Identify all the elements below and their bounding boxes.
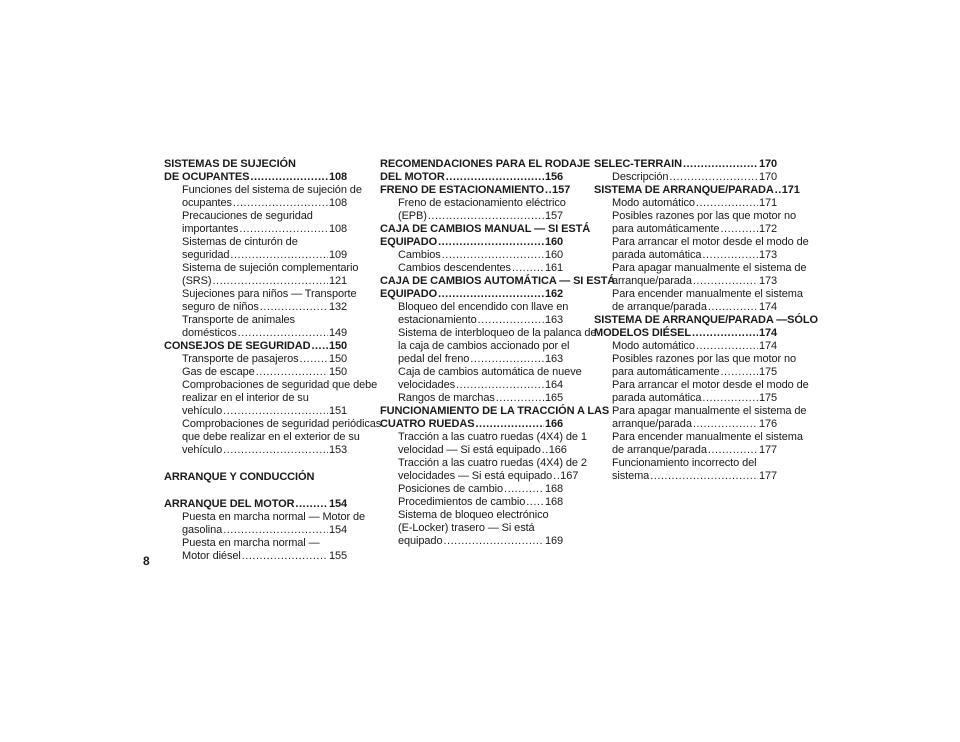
toc-entry-title: realizar en el interior de su [182, 392, 309, 404]
dot-leader [526, 496, 544, 509]
toc-entry [164, 184, 362, 197]
dot-leader [708, 301, 758, 314]
toc-entry [380, 301, 569, 314]
toc-entry-title: pedal del freno [398, 353, 470, 365]
toc-page-number: 166 [544, 418, 563, 430]
dot-leader [238, 327, 328, 340]
toc-entry-title: de arranque/parada [612, 301, 707, 313]
toc-entry [380, 509, 563, 522]
toc-entry-title: Bloqueo del encendido con llave en [398, 301, 569, 313]
toc-entry [594, 288, 803, 301]
toc-section-heading [164, 340, 347, 353]
toc-page-number: 109 [328, 249, 347, 261]
toc-page-number: 177 [758, 470, 777, 482]
dot-leader [233, 197, 328, 210]
toc-entry [380, 483, 563, 496]
toc-entry-title: Posibles razones por las que motor no [612, 210, 797, 222]
toc-entry [164, 444, 347, 457]
toc-page-number: 150 [328, 366, 347, 378]
toc-page-number: 132 [328, 301, 347, 313]
toc-page-number: 170 [758, 158, 777, 170]
toc-page-number: 163 [544, 353, 563, 365]
toc-entry-title: parada automática [612, 249, 702, 261]
toc-page-number: 153 [328, 444, 347, 456]
toc-section-heading [380, 158, 591, 171]
dot-leader [223, 524, 328, 537]
toc-column-1 [164, 158, 382, 563]
toc-entry-title: Sistemas de cinturón de [182, 236, 298, 248]
toc-entry [164, 275, 347, 288]
dot-leader [223, 444, 328, 457]
toc-entry-title: SISTEMA DE ARRANQUE/PARADA —SÓLO [594, 314, 818, 326]
toc-entry-title: Posibles razones por las que motor no [612, 353, 797, 365]
toc-section-heading [380, 405, 610, 418]
toc-page-number: 150 [328, 353, 347, 365]
dot-leader [443, 535, 543, 548]
toc-page-number: 173 [758, 249, 777, 261]
toc-entry [164, 392, 347, 405]
toc-entry-title: EQUIPADO [380, 288, 438, 300]
dot-leader [504, 483, 544, 496]
dot-leader [720, 223, 757, 236]
toc-entry-title: Posiciones de cambio [398, 483, 504, 495]
toc-entry-title: (E-Locker) trasero — Si está [398, 522, 535, 534]
toc-entry [164, 366, 347, 379]
toc-page-number: 108 [328, 197, 347, 209]
dot-leader [496, 392, 544, 405]
dot-leader [260, 301, 328, 314]
toc-entry-title: (EPB) [398, 210, 427, 222]
toc-entry [594, 275, 777, 288]
toc-entry [594, 457, 777, 470]
toc-entry [380, 535, 563, 548]
dot-leader [250, 171, 328, 184]
toc-entry-title: seguro de niños [182, 301, 259, 313]
toc-page-number: 164 [544, 379, 563, 391]
toc-entry-title: la caja de cambios accionado por el [398, 340, 570, 352]
toc-entry-title: FUNCIONAMIENTO DE LA TRACCIÓN A LAS [380, 405, 610, 417]
dot-leader [775, 184, 781, 197]
toc-entry-title: Motor diésel [182, 550, 241, 562]
toc-entry [594, 366, 777, 379]
toc-entry-title: Puesta en marcha normal — Motor de [182, 511, 366, 523]
toc-entry-title: para automáticamente [612, 366, 720, 378]
toc-entry [380, 392, 563, 405]
toc-entry-title: parada automática [612, 392, 702, 404]
toc-entry [594, 379, 809, 392]
toc-page-number: 155 [328, 550, 347, 562]
toc-entry-title: Para arrancar el motor desde el modo de [612, 236, 809, 248]
toc-entry [594, 171, 777, 184]
toc-page-number: 177 [758, 444, 777, 456]
toc-entry [594, 236, 809, 249]
dot-leader [212, 275, 327, 288]
dot-leader [708, 444, 758, 457]
toc-entry-title: Para arrancar el motor desde el modo de [612, 379, 809, 391]
toc-entry-title: Sujeciones para niños — Transporte [182, 288, 357, 300]
toc-entry [594, 262, 807, 275]
toc-entry [594, 431, 803, 444]
toc-section-heading [164, 498, 347, 511]
toc-entry [380, 327, 597, 340]
toc-page-number: 162 [544, 288, 563, 300]
toc-page-number: 174 [758, 340, 777, 352]
dot-leader [478, 314, 544, 327]
toc-entry-title: FRENO DE ESTACIONAMIENTO [380, 184, 545, 196]
toc-entry [164, 236, 347, 249]
toc-entry-title: Cambios descendentes [398, 262, 511, 274]
toc-entry-title: domésticos [182, 327, 237, 339]
toc-page-number: 160 [544, 249, 563, 261]
toc-entry [380, 210, 563, 223]
toc-entry-title: ARRANQUE Y CONDUCCIÓN [164, 471, 315, 483]
toc-page-number: 161 [544, 262, 563, 274]
toc-page-number: 165 [544, 392, 563, 404]
toc-page-number: 157 [544, 210, 563, 222]
toc-entry-title: importantes [182, 223, 239, 235]
toc-entry-title: Puesta en marcha normal — [182, 537, 320, 549]
toc-entry [164, 288, 357, 301]
toc-page-number: 170 [758, 171, 777, 183]
dot-leader [512, 262, 544, 275]
toc-entry [164, 223, 347, 236]
toc-page-number: 163 [544, 314, 563, 326]
toc-section-heading [380, 418, 563, 431]
toc-column-3 [594, 158, 818, 483]
toc-entry-title: Transporte de animales [182, 314, 295, 326]
toc-entry-title: Freno de estacionamiento eléctrico [398, 197, 566, 209]
toc-entry [380, 340, 570, 353]
toc-entry [164, 197, 347, 210]
toc-entry-title: EQUIPADO [380, 236, 438, 248]
toc-entry [594, 340, 777, 353]
toc-entry [594, 197, 777, 210]
toc-entry-title: velocidades — Si está equipado [398, 470, 553, 482]
toc-entry-title: CAJA DE CAMBIOS MANUAL — SI ESTÁ [380, 223, 591, 235]
toc-page-number: 121 [328, 275, 347, 287]
dot-leader [428, 210, 544, 223]
dot-leader [256, 366, 328, 379]
toc-page-number: 175 [758, 392, 777, 404]
toc-entry-title: vehículo [182, 444, 223, 456]
toc-entry [164, 524, 347, 537]
toc-entry [380, 522, 563, 535]
toc-entry-title: CONSEJOS DE SEGURIDAD [164, 340, 311, 352]
toc-entry-title: Modo automático [612, 340, 695, 352]
toc-entry-title: DE OCUPANTES [164, 171, 250, 183]
toc-entry [164, 418, 382, 431]
toc-page-number: 108 [328, 223, 347, 235]
toc-entry-title: arranque/parada [612, 418, 692, 430]
toc-entry-title: Para apagar manualmente el sistema de [612, 405, 807, 417]
toc-entry [164, 379, 378, 392]
dot-leader [696, 197, 758, 210]
dot-leader [545, 184, 551, 197]
toc-page-number: 154 [328, 498, 347, 510]
toc-entry-title: Procedimientos de cambio [398, 496, 526, 508]
toc-entry-title: Modo automático [612, 197, 695, 209]
toc-entry [380, 314, 563, 327]
toc-section-heading [594, 314, 818, 327]
dot-leader [438, 288, 544, 301]
toc-page-number: 173 [758, 275, 777, 287]
toc-entry [380, 496, 563, 509]
toc-entry [164, 314, 347, 327]
toc-entry [380, 470, 579, 483]
toc-entry-title: velocidades [398, 379, 455, 391]
toc-section-heading [164, 158, 347, 171]
toc-entry-title: Descripción [612, 171, 669, 183]
toc-page-number: 149 [328, 327, 347, 339]
toc-entry [380, 262, 563, 275]
toc-page-number: 169 [544, 535, 563, 547]
toc-entry [380, 366, 582, 379]
toc-entry-title: arranque/parada [612, 275, 692, 287]
toc-section-heading [380, 171, 563, 184]
toc-entry-title: para automáticamente [612, 223, 720, 235]
dot-leader [669, 171, 758, 184]
toc-entry [164, 353, 347, 366]
toc-entry [594, 249, 777, 262]
toc-section-heading [380, 275, 616, 288]
toc-entry [164, 550, 347, 563]
toc-entry-title: SELEC-TERRAIN [594, 158, 682, 170]
toc-section-heading [380, 184, 571, 197]
toc-entry [164, 537, 347, 550]
toc-entry [380, 444, 567, 457]
toc-page-number: 156 [544, 171, 563, 183]
toc-page-number: 151 [328, 405, 347, 417]
dot-leader [242, 550, 328, 563]
toc-entry-title: MODELOS DIÉSEL [594, 327, 691, 339]
toc-entry-title: RECOMENDACIONES PARA EL RODAJE [380, 158, 591, 170]
toc-entry [594, 392, 777, 405]
toc-entry-title: Cambios [398, 249, 441, 261]
toc-page-number: 172 [758, 223, 777, 235]
toc-entry-title: sistema [612, 470, 650, 482]
toc-entry [164, 405, 347, 418]
toc-entry [380, 353, 563, 366]
toc-entry-title: Rangos de marchas [398, 392, 495, 404]
toc-section-heading [594, 327, 777, 340]
toc-page-number: 166 [548, 444, 567, 456]
toc-entry-title: Sistema de interbloqueo de la palanca de [398, 327, 597, 339]
toc-entry [164, 511, 366, 524]
toc-entry [380, 431, 587, 444]
toc-page-number: 171 [781, 184, 800, 196]
dot-leader [442, 249, 544, 262]
toc-entry [594, 301, 777, 314]
toc-entry-title: Transporte de pasajeros [182, 353, 299, 365]
dot-leader [239, 223, 328, 236]
toc-entry-title: Para encender manualmente el sistema [612, 431, 803, 443]
toc-entry-title: (SRS) [182, 275, 212, 287]
dot-leader [683, 158, 758, 171]
toc-section-heading [594, 184, 800, 197]
toc-entry-title: CUATRO RUEDAS [380, 418, 475, 430]
toc-entry [380, 249, 563, 262]
toc-page-number: 150 [328, 340, 347, 352]
dot-leader [693, 418, 758, 431]
dot-leader [230, 249, 328, 262]
toc-section-heading [594, 158, 777, 171]
dot-leader [696, 340, 758, 353]
dot-leader [553, 470, 559, 483]
toc-entry-title: gasolina [182, 524, 223, 536]
toc-entry-title: seguridad [182, 249, 230, 261]
toc-entry [380, 457, 587, 470]
toc-entry-title: Para apagar manualmente el sistema de [612, 262, 807, 274]
toc-entry [594, 223, 777, 236]
toc-entry [164, 327, 347, 340]
toc-page-number: 176 [758, 418, 777, 430]
dot-leader [475, 418, 543, 431]
toc-section-heading [164, 171, 347, 184]
toc-entry [594, 444, 777, 457]
toc-entry-title: ARRANQUE DEL MOTOR [164, 498, 295, 510]
toc-column-2 [380, 158, 616, 548]
toc-section-heading [380, 236, 563, 249]
toc-section-heading [164, 471, 347, 484]
toc-entry-title: Tracción a las cuatro ruedas (4X4) de 1 [398, 431, 587, 443]
toc-page-number: 174 [758, 327, 777, 339]
toc-section-heading [380, 288, 563, 301]
toc-page-number: 175 [758, 366, 777, 378]
toc-entry-title: Gas de escape [182, 366, 255, 378]
toc-entry-title: Comprobaciones de seguridad periódicas [182, 418, 382, 430]
toc-page-number: 167 [560, 470, 579, 482]
toc-entry-title: Caja de cambios automática de nueve [398, 366, 582, 378]
toc-entry-title: Tracción a las cuatro ruedas (4X4) de 2 [398, 457, 587, 469]
toc-entry [594, 353, 797, 366]
toc-entry-title: Funciones del sistema de sujeción de [182, 184, 362, 196]
toc-entry-title: CAJA DE CAMBIOS AUTOMÁTICA — SI ESTÁ [380, 275, 616, 287]
toc-page-number: 160 [544, 236, 563, 248]
toc-entry-title: SISTEMAS DE SUJECIÓN [164, 158, 296, 170]
toc-entry [164, 431, 360, 444]
toc-entry [594, 418, 777, 431]
dot-leader [311, 340, 328, 353]
toc-entry-title: estacionamiento [398, 314, 477, 326]
toc-entry [380, 379, 563, 392]
dot-leader [300, 353, 328, 366]
toc-page-number: 168 [544, 483, 563, 495]
toc-entry [164, 210, 347, 223]
toc-entry-title: DEL MOTOR [380, 171, 445, 183]
toc-entry-title: ocupantes [182, 197, 232, 209]
dot-leader [720, 366, 757, 379]
toc-entry [164, 249, 347, 262]
toc-entry-title: equipado [398, 535, 443, 547]
toc-page-number: 108 [328, 171, 347, 183]
toc-entry-title: vehículo [182, 405, 223, 417]
dot-leader [295, 498, 328, 511]
dot-leader [702, 392, 758, 405]
toc-entry [164, 301, 347, 314]
toc-page-number: 171 [758, 197, 777, 209]
dot-leader [542, 444, 548, 457]
dot-leader [692, 327, 758, 340]
toc-section-heading [380, 223, 591, 236]
toc-entry [380, 197, 566, 210]
toc-entry-title: que debe realizar en el exterior de su [182, 431, 360, 443]
dot-leader [650, 470, 758, 483]
dot-leader [693, 275, 758, 288]
dot-leader [702, 249, 758, 262]
toc-entry-title: Comprobaciones de seguridad que debe [182, 379, 378, 391]
page-number: 8 [143, 554, 150, 568]
toc-entry [594, 470, 777, 483]
toc-page-number: 174 [758, 301, 777, 313]
dot-leader [446, 171, 544, 184]
toc-entry-title: Para encender manualmente el sistema [612, 288, 803, 300]
toc-page-number: 168 [544, 496, 563, 508]
toc-entry-title: Funcionamiento incorrecto del [612, 457, 757, 469]
toc-entry-title: Sistema de bloqueo electrónico [398, 509, 549, 521]
dot-leader [456, 379, 544, 392]
toc-entry-title: Sistema de sujeción complementario [182, 262, 359, 274]
dot-leader [470, 353, 544, 366]
toc-entry-title: SISTEMA DE ARRANQUE/PARADA [594, 184, 774, 196]
toc-entry [594, 405, 807, 418]
dot-leader [438, 236, 544, 249]
toc-page-number: 154 [328, 524, 347, 536]
toc-entry-title: Precauciones de seguridad [182, 210, 313, 222]
toc-entry [594, 210, 797, 223]
toc-entry-title: velocidad — Si está equipado [398, 444, 541, 456]
toc-entry [164, 262, 359, 275]
toc-page-number: 157 [552, 184, 571, 196]
dot-leader [223, 405, 328, 418]
toc-entry-title: de arranque/parada [612, 444, 707, 456]
